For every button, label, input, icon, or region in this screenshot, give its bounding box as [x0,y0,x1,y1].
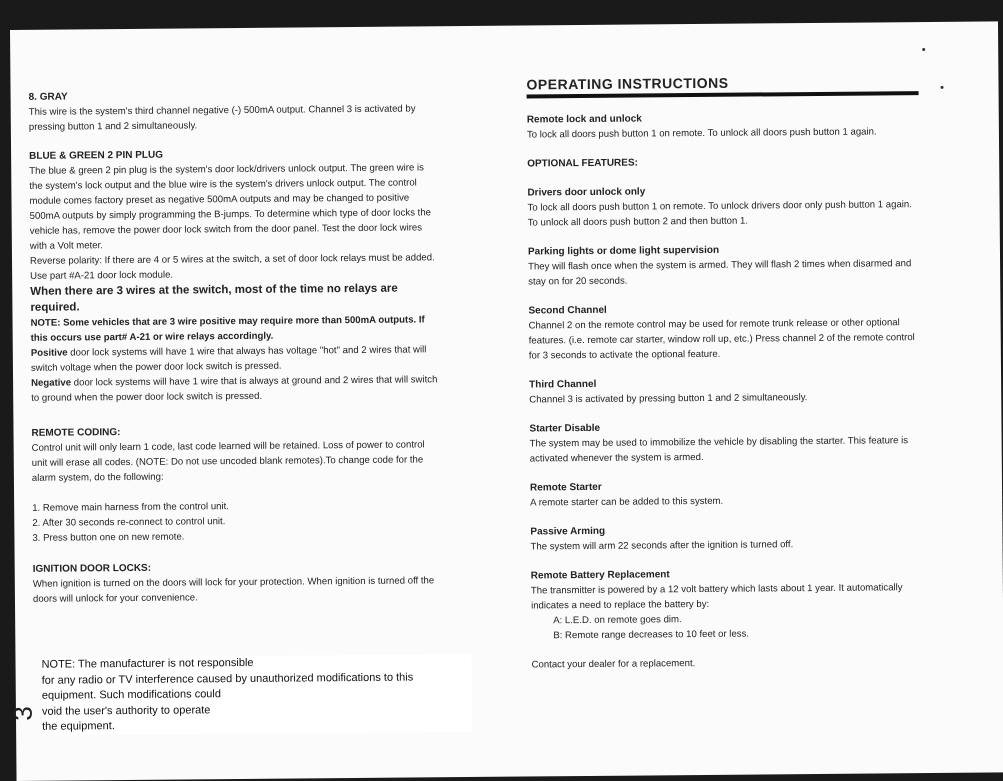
fcc-note-line: for any radio or TV interference caused by unauthorized modifications to this [41,671,414,687]
ignition-text: When ignition is turned on the doors will lock for your protection. When ignition is turned off the doors will unlock for your convenience. [32,575,435,605]
reverse-polarity-text: Reverse polarity: If there are 4 or 5 wires at the switch, a set of door lock relays must be added. Use part #A-21 door lock module. [29,252,435,282]
starter-disable-heading: Starter Disable [529,422,601,435]
battery-item-a: A: L.E.D. on remote goes dim. [553,614,682,627]
negative-label: Negative [31,377,72,389]
remote-coding-text: Control unit will only learn 1 code, last code learned will be retained. Loss of power to control unit will erase all codes. (NOTE: Do not use uncoded blank remotes).To change code for the alarm system, do the following: [31,439,425,484]
remote-coding-step: 2. After 30 seconds re-connect to control unit. [32,516,226,529]
fcc-note [41,654,472,735]
battery-contact: Contact your dealer for a replacement. [531,658,696,671]
negative-text: door lock systems will have 1 wire that is always at ground and 2 wires that will switch to ground when the power door lock switch is pressed. [31,374,438,404]
speck-dot [922,48,925,51]
battery-item-b: B: Remote range decreases to 10 feet or less. [553,628,750,642]
parking-heading: Parking lights or dome light supervision [527,244,720,258]
passive-arming-text: The system will arm 22 seconds after the ignition is turned off. [530,539,794,553]
three-wires-text: When there are 3 wires at the switch, most of the time no relays are required. [30,282,398,314]
remote-coding-step: 1. Remove main harness from the control unit. [32,501,229,514]
ignition-heading: IGNITION DOOR LOCKS: [32,562,152,575]
positive-label: Positive [30,347,68,359]
starter-disable-text: The system may be used to immobilize the vehicle by disabling the starter. This feature is activated whenever the system is armed. [529,435,909,465]
third-channel-text: Channel 3 is activated by pressing button 1 and 2 simultaneously. [529,392,808,406]
remote-lock-heading: Remote lock and unlock [526,113,642,126]
blue-green-note: NOTE: Some vehicles that are 3 wire positive may require more than 500mA outputs. If this occurs use part# A-21 or wire relays accordingly. [30,314,425,344]
remote-starter-text: A remote starter can be added to this system. [530,495,724,509]
remote-coding-steps [32,497,442,546]
manual-page [7,21,1003,781]
remote-starter-heading: Remote Starter [529,481,602,494]
fcc-note-line: NOTE: The manufacturer is not responsible [41,656,254,671]
remote-coding-step: 3. Press button one on new remote. [32,531,185,544]
positive-paragraph [31,342,441,376]
right-column [526,74,923,672]
left-column [29,86,443,607]
battery-heading: Remote Battery Replacement [530,569,670,582]
third-channel-heading: Third Channel [529,378,597,391]
operating-instructions-title: OPERATING INSTRUCTIONS [526,74,918,98]
battery-text: The transmitter is powered by a 12 volt battery which lasts about 1 year. It automatically indicates a need to replace the battery by: [530,582,903,612]
gray-heading: 8. GRAY [28,91,68,103]
fcc-note-line: void the user's authority to operate [41,703,211,718]
second-channel-text: Channel 2 on the remote control may be used for remote trunk release or other optional features. (i.e. remote car starter, window roll up, etc.) Press channel 2 of the remote control for 3 seconds to activate the optional feature. [528,317,915,362]
fcc-note-line: the equipment. [42,720,115,733]
fcc-note-line: equipment. Such modifications could [41,688,222,702]
remote-lock-text: To lock all doors push button 1 on remote. To unlock all doors push button 1 again. [526,126,877,141]
positive-text: door lock systems will have 1 wire that always has voltage "hot" and 2 wires that will switch voltage when the power door lock switch is pressed. [30,344,427,374]
page-number-mark: 3 [7,706,38,721]
parking-text: They will flash once when the system is armed. They will flash 2 times when disarmed and stay on for 20 seconds. [528,258,912,288]
blue-green-text: The blue & green 2 pin plug is the system's door lock/drivers unlock output. The green wire is the system's lock output and the blue wire is the system's drivers unlock output. The control module comes factory preset as negative 500mA outputs and may be changed to positive 500mA outputs by simply programming the B-jumps. To determine which type of door locks the vehicle has, remove the power door lock switch from the door panel. Test the door lock wires with a Volt meter. [29,162,432,252]
blue-green-heading: BLUE & GREEN 2 PIN PLUG [29,149,164,162]
optional-features-heading: OPTIONAL FEATURES: [527,157,638,170]
second-channel-heading: Second Channel [528,304,607,317]
remote-coding-heading: REMOTE CODING: [31,427,121,439]
negative-paragraph [31,372,441,406]
drivers-door-heading: Drivers door unlock only [527,186,646,199]
speck-dot [941,86,944,89]
gray-text: This wire is the system's third channel negative (-) 500mA output. Channel 3 is activated by pressing button 1 and 2 simultaneously. [28,103,416,133]
drivers-door-text: To lock all doors push button 1 on remote. To unlock drivers door only push button 1 again. To unlock all doors push button 2 and then button 1. [527,199,912,229]
passive-arming-heading: Passive Arming [530,525,606,538]
